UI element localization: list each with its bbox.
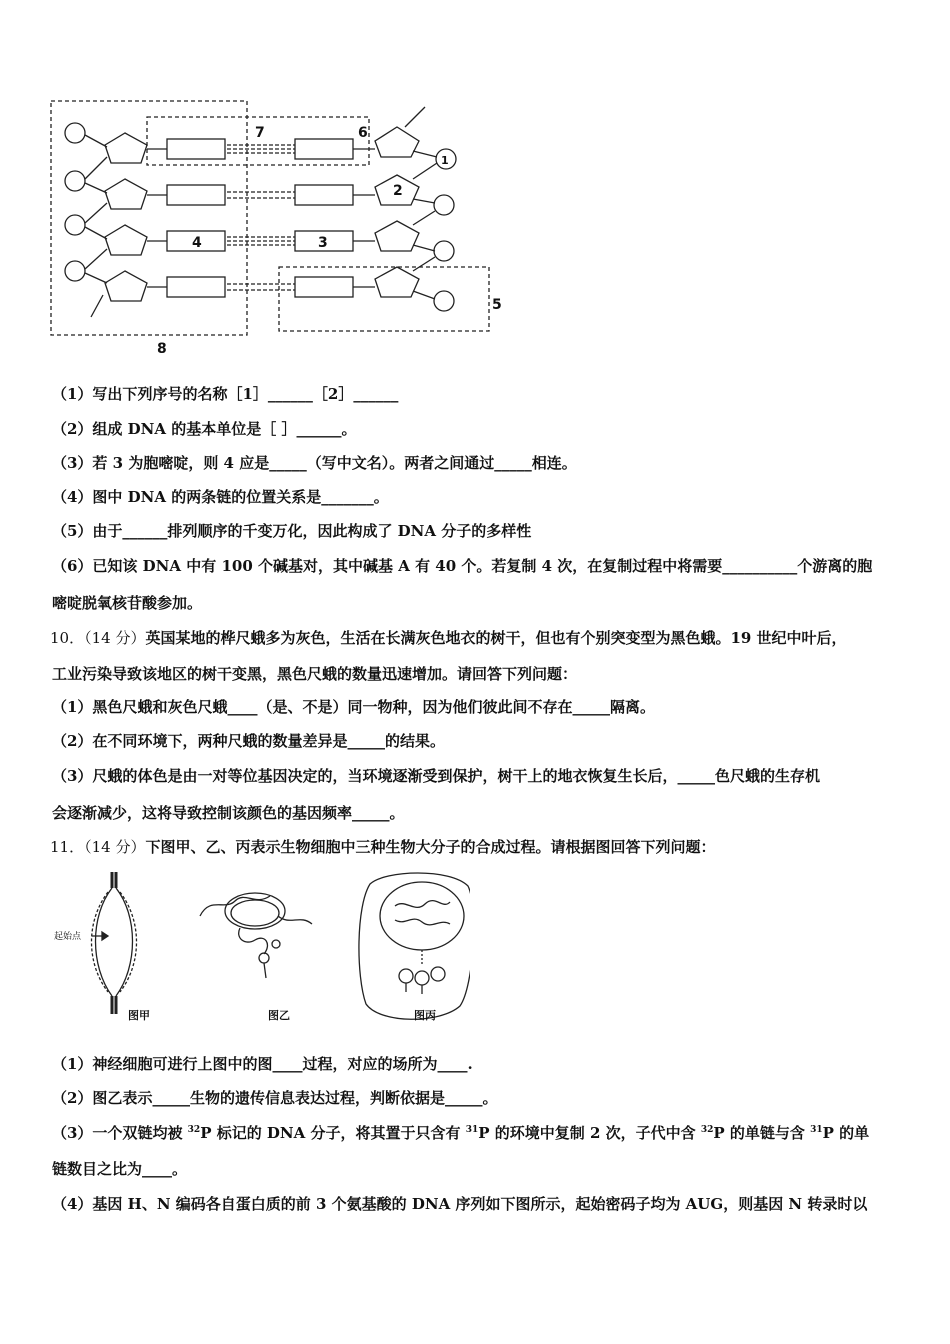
label-8: 8 [157,341,167,357]
q11-part3-seg: P 标记的 DNA 分子，将其置于只含有 [200,1124,466,1142]
q9-part6: （6）已知该 DNA 中有 100 个碱基对，其中碱基 A 有 40 个。若复制 4 次，在复制过程中将需要__________个游离的胞 [52,557,873,575]
box-8 [51,101,247,335]
left-phosphate [65,123,85,143]
right-base [295,277,353,297]
q11-stem-text: 下图甲、乙、丙表示生物细胞中三种生物大分子的合成过程。请根据图回答下列问题： [145,838,716,856]
q9-part5: （5）由于______排列顺序的千变万化，因此构成了 DNA 分子的多样性 [52,522,532,540]
q9-part3: （3）若 3 为胞嘧啶，则 4 应是_____（写中文名）。两者之间通过_____相连。 [52,454,577,472]
right-sugar [375,127,419,157]
q11-stem [50,837,715,857]
right-sugar [375,267,419,297]
right-base [295,139,353,159]
left-base [167,185,225,205]
isotope-superscript: 31 [465,1125,479,1135]
dna-structure-diagram [45,95,515,360]
left-phosphate [65,171,85,191]
left-sugar [105,133,147,163]
caption-jia: 图甲 [128,1009,150,1022]
label-1: 1 [441,154,449,167]
replication-transcription-translation-figures [50,866,470,1028]
q11-part2: （2）图乙表示_____生物的遗传信息表达过程，判断依据是_____。 [52,1089,498,1107]
right-base [295,185,353,205]
right-phosphate [434,241,454,261]
label-6: 6 [358,125,368,141]
q9-part6-cont: 嘧啶脱氧核苷酸参加。 [52,594,203,612]
left-sugar [105,179,147,209]
q11-part3-seg: P 的环境中复制 2 次，子代中含 [478,1124,701,1142]
q10-part2: （2）在不同环境下，两种尺蛾的数量差异是_____的结果。 [52,732,445,750]
right-phosphate [434,195,454,215]
q10-number: 10． [50,629,85,647]
q11-part3-cont: 链数目之比为____。 [52,1160,188,1178]
q11-number: 11． [50,838,85,856]
label-3: 3 [318,235,328,251]
right-phosphate [434,291,454,311]
right-sugar [375,221,419,251]
label-4: 4 [192,235,202,251]
q10-part3: （3）尺蛾的体色是由一对等位基因决定的，当环境逐渐受到保护，树干上的地衣恢复生长后，_____色尺蛾的生存机 [52,767,820,785]
q9-part4: （4）图中 DNA 的两条链的位置关系是_______。 [52,488,389,506]
figure-bing [359,873,470,1019]
q11-part3-seg: P 的单 [822,1124,870,1142]
q10-part3-cont: 会逐渐减少，这将导致控制该颜色的基因频率_____。 [52,804,405,822]
q10-part1: （1）黑色尺蛾和灰色尺蛾____（是、不是）同一物种，因为他们彼此间不存在_____隔离。 [52,698,655,716]
origin-label: 起始点 [54,932,82,942]
label-2: 2 [393,183,403,199]
q9-part2: （2）组成 DNA 的基本单位是［ ］______。 [52,420,357,438]
figure-jia [92,872,137,1014]
caption-yi: 图乙 [268,1009,290,1022]
label-5: 5 [492,297,502,313]
q11-part4: （4）基因 H、N 编码各自蛋白质的前 3 个氨基酸的 DNA 序列如下图所示，起始密码子均为 AUG，则基因 N 转录时以 [52,1195,868,1213]
left-phosphate [65,215,85,235]
figure-yi [200,893,312,978]
isotope-superscript: 31 [810,1125,823,1135]
q11-part3-seg: （3）一个双链均被 [52,1124,188,1142]
left-phosphate [65,261,85,281]
left-base [167,277,225,297]
caption-bing: 图丙 [414,1009,436,1022]
left-base [167,139,225,159]
q11-part3-seg: P 的单链与含 [713,1124,811,1142]
q10-stem-cont: 工业污染导致该地区的树干变黑，黑色尺蛾的数量迅速增加。请回答下列问题： [52,665,578,683]
q10-stem [50,628,847,648]
left-sugar [105,271,147,301]
q10-stem-text: 英国某地的桦尺蛾多为灰色，生活在长满灰色地衣的树干，但也有个别突变型为黑色蛾。19 世纪中叶后， [145,629,847,647]
q10-score: （14 分） [84,629,146,647]
isotope-superscript: 32 [700,1125,714,1135]
left-sugar [105,225,147,255]
q9-part1: （1）写出下列序号的名称［1］______［2］______ [52,385,399,403]
label-7: 7 [255,125,265,141]
q11-part1: （1）神经细胞可进行上图中的图____过程，对应的场所为____. [52,1055,473,1073]
q11-part3 [52,1123,869,1143]
q11-score: （14 分） [84,838,146,856]
isotope-superscript: 32 [187,1125,201,1135]
